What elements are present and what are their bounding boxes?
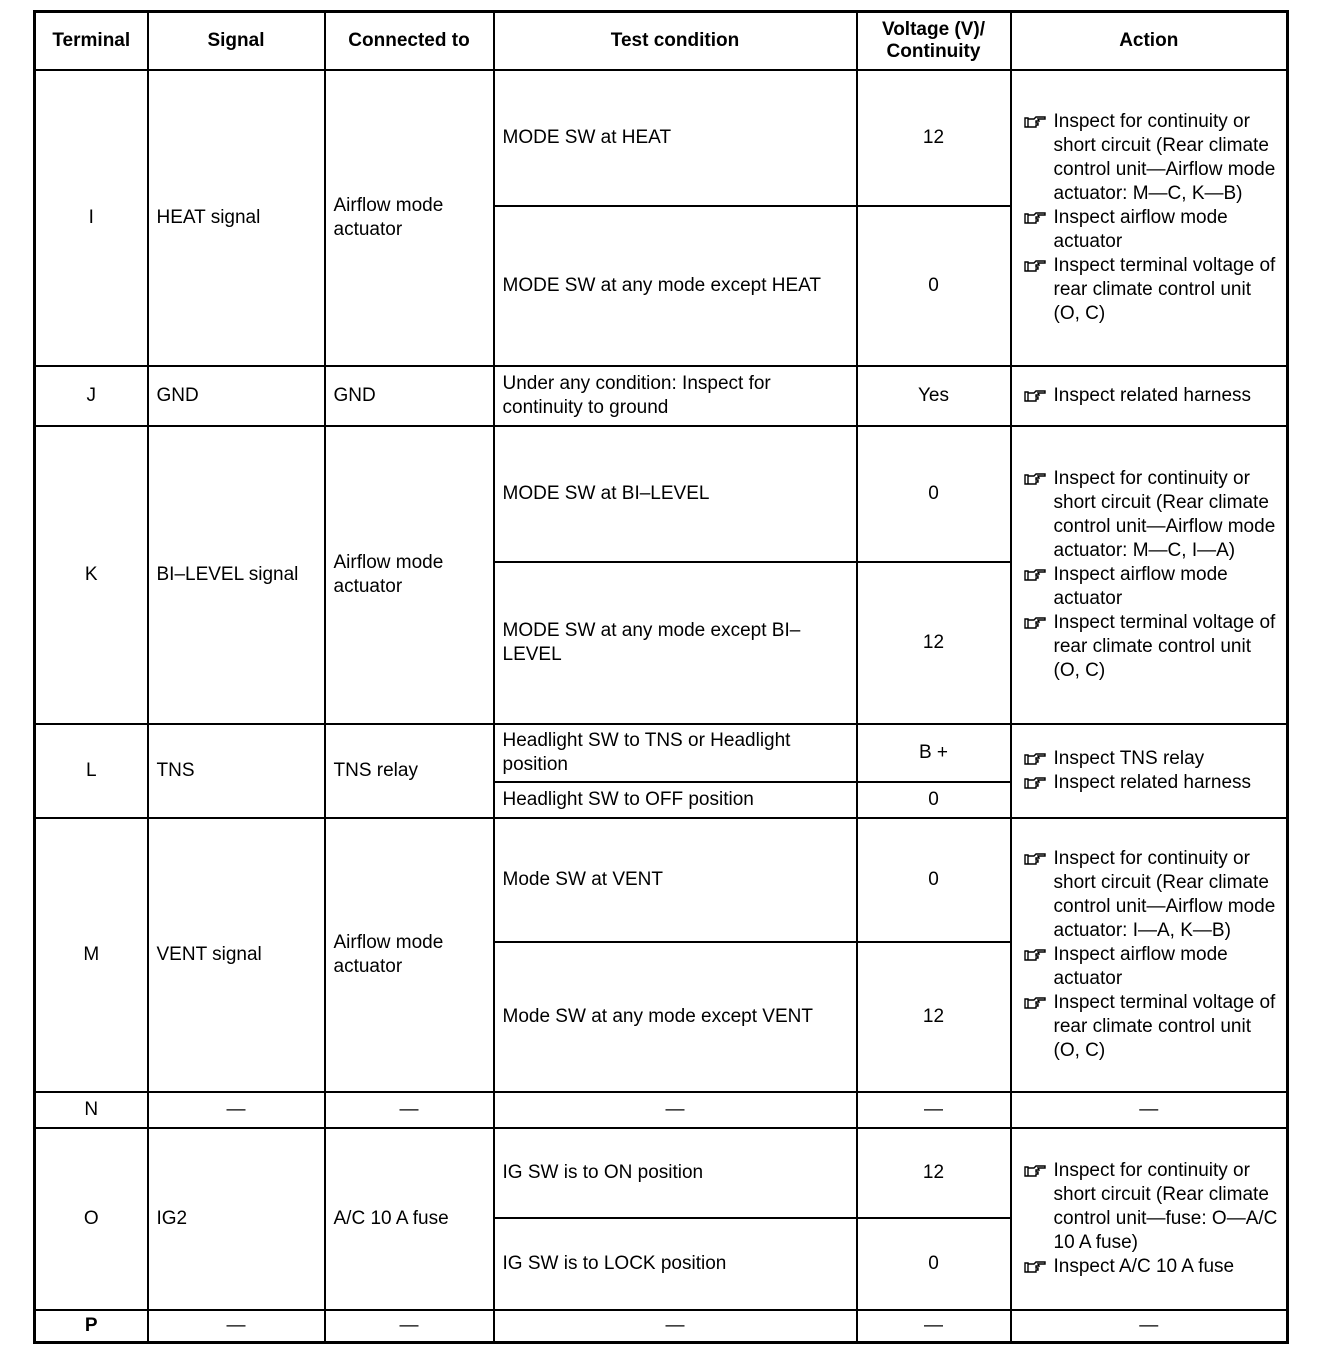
pointing-hand-icon (1024, 776, 1046, 790)
header-row (35, 12, 1288, 71)
pointing-hand-icon (1024, 996, 1046, 1010)
voltage-cell: 12 (857, 562, 1011, 724)
header-terminal: Terminal (35, 12, 148, 71)
voltage-cell: 0 (857, 818, 1011, 942)
connected-cell: Airflow mode actuator (325, 426, 494, 724)
terminal-cell: N (35, 1092, 148, 1128)
action-item: Inspect airflow mode actuator (1024, 563, 1281, 611)
terminal-cell: P (35, 1310, 148, 1342)
table-row-l (35, 724, 1288, 782)
table-row-o (35, 1128, 1288, 1218)
test-condition-cell: IG SW is to ON position (494, 1128, 857, 1218)
table-row-i (35, 70, 1288, 206)
action-item: Inspect airflow mode actuator (1024, 206, 1281, 254)
voltage-cell: 12 (857, 1128, 1011, 1218)
table-row-j (35, 366, 1288, 426)
connected-cell: Airflow mode actuator (325, 70, 494, 366)
test-condition-cell: Headlight SW to TNS or Headlight position (494, 724, 857, 782)
pointing-hand-icon (1024, 948, 1046, 962)
voltage-cell: 0 (857, 782, 1011, 818)
table-row-p (35, 1310, 1288, 1342)
action-cell (1011, 366, 1288, 426)
pointing-hand-icon (1024, 115, 1046, 129)
pointing-hand-icon (1024, 852, 1046, 866)
pointing-hand-icon (1024, 472, 1046, 486)
test-condition-cell: Mode SW at any mode except VENT (494, 942, 857, 1092)
empty-signal-cell: — (148, 1092, 325, 1128)
action-cell (1011, 70, 1288, 366)
test-condition-cell: Under any condition: Inspect for continuity to ground (494, 366, 857, 426)
header-test-condition: Test condition (494, 12, 857, 71)
header-connected-to: Connected to (325, 12, 494, 71)
voltage-cell: Yes (857, 366, 1011, 426)
pointing-hand-icon (1024, 1164, 1046, 1178)
empty-connected-cell: — (325, 1092, 494, 1128)
action-cell (1011, 1128, 1288, 1310)
test-condition-cell: MODE SW at BI–LEVEL (494, 426, 857, 562)
pointing-hand-icon (1024, 259, 1046, 273)
terminal-inspection-sheet (33, 10, 1286, 1344)
signal-cell: TNS (148, 724, 325, 818)
header-voltage: Voltage (V)/ Continuity (857, 12, 1011, 71)
header-signal: Signal (148, 12, 325, 71)
voltage-cell: 0 (857, 206, 1011, 366)
voltage-cell: 0 (857, 426, 1011, 562)
test-condition-cell: IG SW is to LOCK position (494, 1218, 857, 1310)
action-cell (1011, 724, 1288, 818)
pointing-hand-icon (1024, 568, 1046, 582)
voltage-cell: 12 (857, 942, 1011, 1092)
action-cell (1011, 426, 1288, 724)
action-item: Inspect terminal voltage of rear climate control unit (O, C) (1024, 991, 1281, 1063)
voltage-cell: 12 (857, 70, 1011, 206)
empty-test-cell: — (494, 1310, 857, 1342)
pointing-hand-icon (1024, 211, 1046, 225)
action-item: Inspect airflow mode actuator (1024, 943, 1281, 991)
voltage-cell: B + (857, 724, 1011, 782)
action-item: Inspect for continuity or short circuit (Rear climate control unit—Airflow mode actuator: I—A, K—B) (1024, 847, 1281, 943)
terminal-cell: I (35, 70, 148, 366)
action-item: Inspect A/C 10 A fuse (1024, 1255, 1281, 1279)
terminal-table (33, 10, 1289, 1344)
action-item: Inspect terminal voltage of rear climate control unit (O, C) (1024, 254, 1281, 326)
test-condition-cell: Headlight SW to OFF position (494, 782, 857, 818)
action-item: Inspect related harness (1024, 384, 1281, 408)
pointing-hand-icon (1024, 389, 1046, 403)
terminal-cell: L (35, 724, 148, 818)
signal-cell: IG2 (148, 1128, 325, 1310)
terminal-cell: O (35, 1128, 148, 1310)
table-row-k (35, 426, 1288, 562)
connected-cell: A/C 10 A fuse (325, 1128, 494, 1310)
empty-action-cell: — (1011, 1310, 1288, 1342)
table-row-n (35, 1092, 1288, 1128)
terminal-cell: K (35, 426, 148, 724)
action-item: Inspect for continuity or short circuit (Rear climate control unit—Airflow mode actuator: M—C, I—A) (1024, 467, 1281, 563)
empty-connected-cell: — (325, 1310, 494, 1342)
terminal-cell: M (35, 818, 148, 1092)
action-item: Inspect for continuity or short circuit (Rear climate control unit—Airflow mode actuator: M—C, K—B) (1024, 110, 1281, 206)
connected-cell: TNS relay (325, 724, 494, 818)
test-condition-cell: MODE SW at any mode except HEAT (494, 206, 857, 366)
pointing-hand-icon (1024, 1260, 1046, 1274)
connected-cell: Airflow mode actuator (325, 818, 494, 1092)
voltage-cell: 0 (857, 1218, 1011, 1310)
signal-cell: HEAT signal (148, 70, 325, 366)
action-item: Inspect terminal voltage of rear climate control unit (O, C) (1024, 611, 1281, 683)
table-row-m (35, 818, 1288, 942)
empty-voltage-cell: — (857, 1310, 1011, 1342)
empty-voltage-cell: — (857, 1092, 1011, 1128)
signal-cell: GND (148, 366, 325, 426)
pointing-hand-icon (1024, 616, 1046, 630)
action-item: Inspect for continuity or short circuit (Rear climate control unit—fuse: O—A/C 10 A fuse) (1024, 1159, 1281, 1255)
signal-cell: BI–LEVEL signal (148, 426, 325, 724)
action-cell (1011, 818, 1288, 1092)
connected-cell: GND (325, 366, 494, 426)
action-item: Inspect related harness (1024, 771, 1281, 795)
empty-signal-cell: — (148, 1310, 325, 1342)
test-condition-cell: Mode SW at VENT (494, 818, 857, 942)
empty-action-cell: — (1011, 1092, 1288, 1128)
action-item: Inspect TNS relay (1024, 747, 1281, 771)
pointing-hand-icon (1024, 752, 1046, 766)
header-action: Action (1011, 12, 1288, 71)
terminal-cell: J (35, 366, 148, 426)
test-condition-cell: MODE SW at any mode except BI–LEVEL (494, 562, 857, 724)
test-condition-cell: MODE SW at HEAT (494, 70, 857, 206)
empty-test-cell: — (494, 1092, 857, 1128)
signal-cell: VENT signal (148, 818, 325, 1092)
